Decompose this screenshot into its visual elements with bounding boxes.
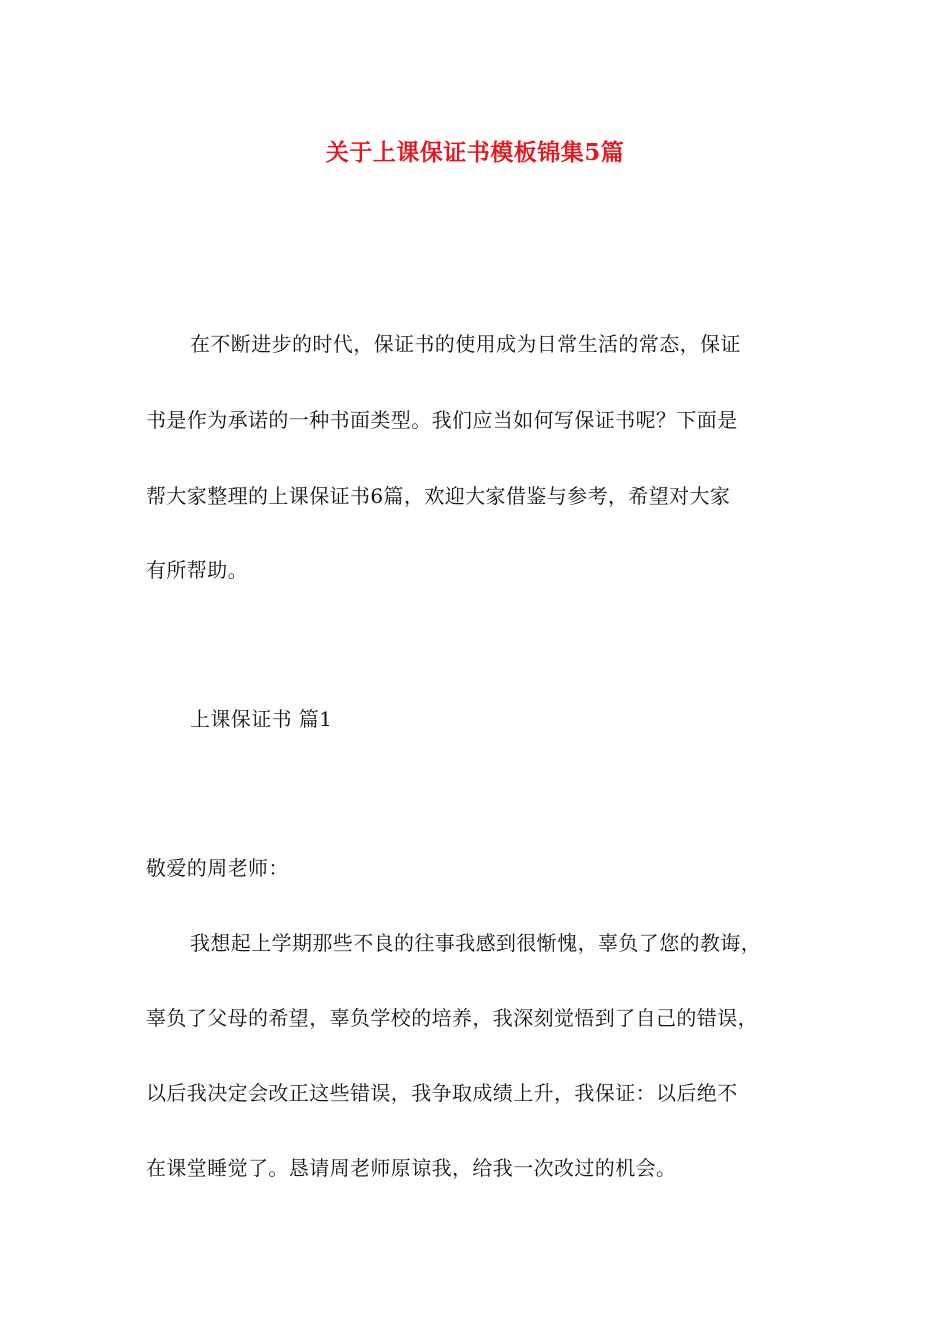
body-line-3: 以后我决定会改正这些错误，我争取成绩上升，我保证：以后绝不 [146, 1081, 738, 1105]
intro-line-2: 书是作为承诺的一种书面类型。我们应当如何写保证书呢？下面是 [146, 408, 738, 432]
body-line-1: 我想起上学期那些不良的往事我感到很惭愧，辜负了您的教诲， [190, 931, 762, 955]
intro-line-3: 帮大家整理的上课保证书6篇，欢迎大家借鉴与参考，希望对大家 [146, 484, 731, 508]
salutation: 敬爱的周老师： [146, 856, 289, 880]
intro-line-1: 在不断进步的时代，保证书的使用成为日常生活的常态，保证 [190, 332, 741, 356]
body-line-4: 在课堂睡觉了。恳请周老师原谅我，给我一次改过的机会。 [146, 1156, 677, 1180]
section-heading: 上课保证书 篇1 [190, 707, 333, 731]
body-line-2: 辜负了父母的希望，辜负学校的培养，我深刻觉悟到了自己的错误， [146, 1006, 758, 1030]
document-title: 关于上课保证书模板锦集5篇 [325, 139, 625, 166]
intro-line-4: 有所帮助。 [146, 558, 248, 582]
